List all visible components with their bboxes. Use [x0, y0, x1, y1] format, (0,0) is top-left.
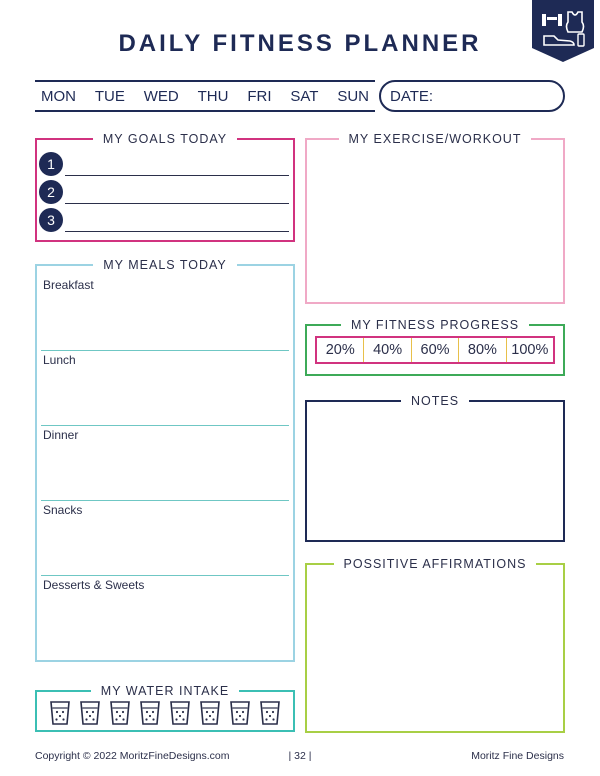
- water-glass-icon[interactable]: [79, 700, 101, 726]
- day-sun[interactable]: SUN: [337, 87, 369, 105]
- meal-snacks[interactable]: Snacks: [43, 503, 83, 517]
- meal-desserts[interactable]: Desserts & Sweets: [43, 578, 145, 592]
- progress-scale: [315, 336, 555, 364]
- water-glass-icon[interactable]: [139, 700, 161, 726]
- meal-divider: [41, 500, 289, 501]
- goal-line: [65, 231, 289, 232]
- goal-line: [65, 175, 289, 176]
- notes-label: NOTES: [401, 394, 469, 408]
- day-thu[interactable]: THU: [197, 87, 229, 105]
- goal-number: 1: [39, 152, 63, 176]
- progress-label: MY FITNESS PROGRESS: [341, 318, 529, 332]
- meal-divider: [41, 575, 289, 576]
- meal-divider: [41, 350, 289, 351]
- progress-100[interactable]: 100%: [511, 342, 549, 358]
- page-number: | 32 |: [288, 750, 312, 762]
- notes-section[interactable]: [305, 394, 565, 542]
- date-field[interactable]: [379, 80, 565, 112]
- goal-row[interactable]: [39, 152, 291, 178]
- goal-line: [65, 203, 289, 204]
- progress-40[interactable]: 40%: [364, 338, 411, 362]
- day-mon[interactable]: MON: [41, 87, 76, 105]
- goal-number: 3: [39, 208, 63, 232]
- brand-name: Moritz Fine Designs: [471, 750, 564, 762]
- affirmations-label: POSSITIVE AFFIRMATIONS: [334, 557, 537, 571]
- fitness-gear-icon: [532, 0, 594, 62]
- day-fri[interactable]: FRI: [247, 87, 272, 105]
- water-glass-icon[interactable]: [229, 700, 251, 726]
- water-glass-icon[interactable]: [199, 700, 221, 726]
- day-sat[interactable]: SAT: [290, 87, 319, 105]
- water-glass-icon[interactable]: [109, 700, 131, 726]
- exercise-section[interactable]: [305, 132, 565, 304]
- affirmations-section[interactable]: [305, 557, 565, 733]
- goals-section: [35, 132, 295, 242]
- goal-number: 2: [39, 180, 63, 204]
- goals-label: MY GOALS TODAY: [93, 132, 237, 146]
- copyright: Copyright © 2022 MoritzFineDesigns.com: [35, 750, 230, 762]
- water-glass-icon[interactable]: [169, 700, 191, 726]
- day-tue[interactable]: TUE: [94, 87, 125, 105]
- progress-section: [305, 318, 565, 376]
- goal-row[interactable]: [39, 180, 291, 206]
- meal-divider: [41, 425, 289, 426]
- meals-section: [35, 258, 295, 662]
- water-cups: [49, 700, 281, 726]
- exercise-label: MY EXERCISE/WORKOUT: [339, 132, 532, 146]
- progress-60[interactable]: 60%: [412, 338, 459, 362]
- date-label: DATE:: [390, 87, 434, 105]
- meal-breakfast[interactable]: Breakfast: [43, 278, 94, 292]
- goal-row[interactable]: [39, 208, 291, 234]
- progress-20[interactable]: 20%: [317, 338, 364, 362]
- water-label: MY WATER INTAKE: [91, 684, 239, 698]
- page-title: DAILY FITNESS PLANNER: [118, 30, 482, 57]
- day-wed[interactable]: WED: [143, 87, 179, 105]
- meal-dinner[interactable]: Dinner: [43, 428, 79, 442]
- water-glass-icon[interactable]: [49, 700, 71, 726]
- meals-label: MY MEALS TODAY: [93, 258, 237, 272]
- progress-80[interactable]: 80%: [459, 338, 506, 362]
- water-section: [35, 684, 295, 732]
- water-glass-icon[interactable]: [259, 700, 281, 726]
- weekday-strip: [35, 80, 375, 112]
- meal-lunch[interactable]: Lunch: [43, 353, 76, 367]
